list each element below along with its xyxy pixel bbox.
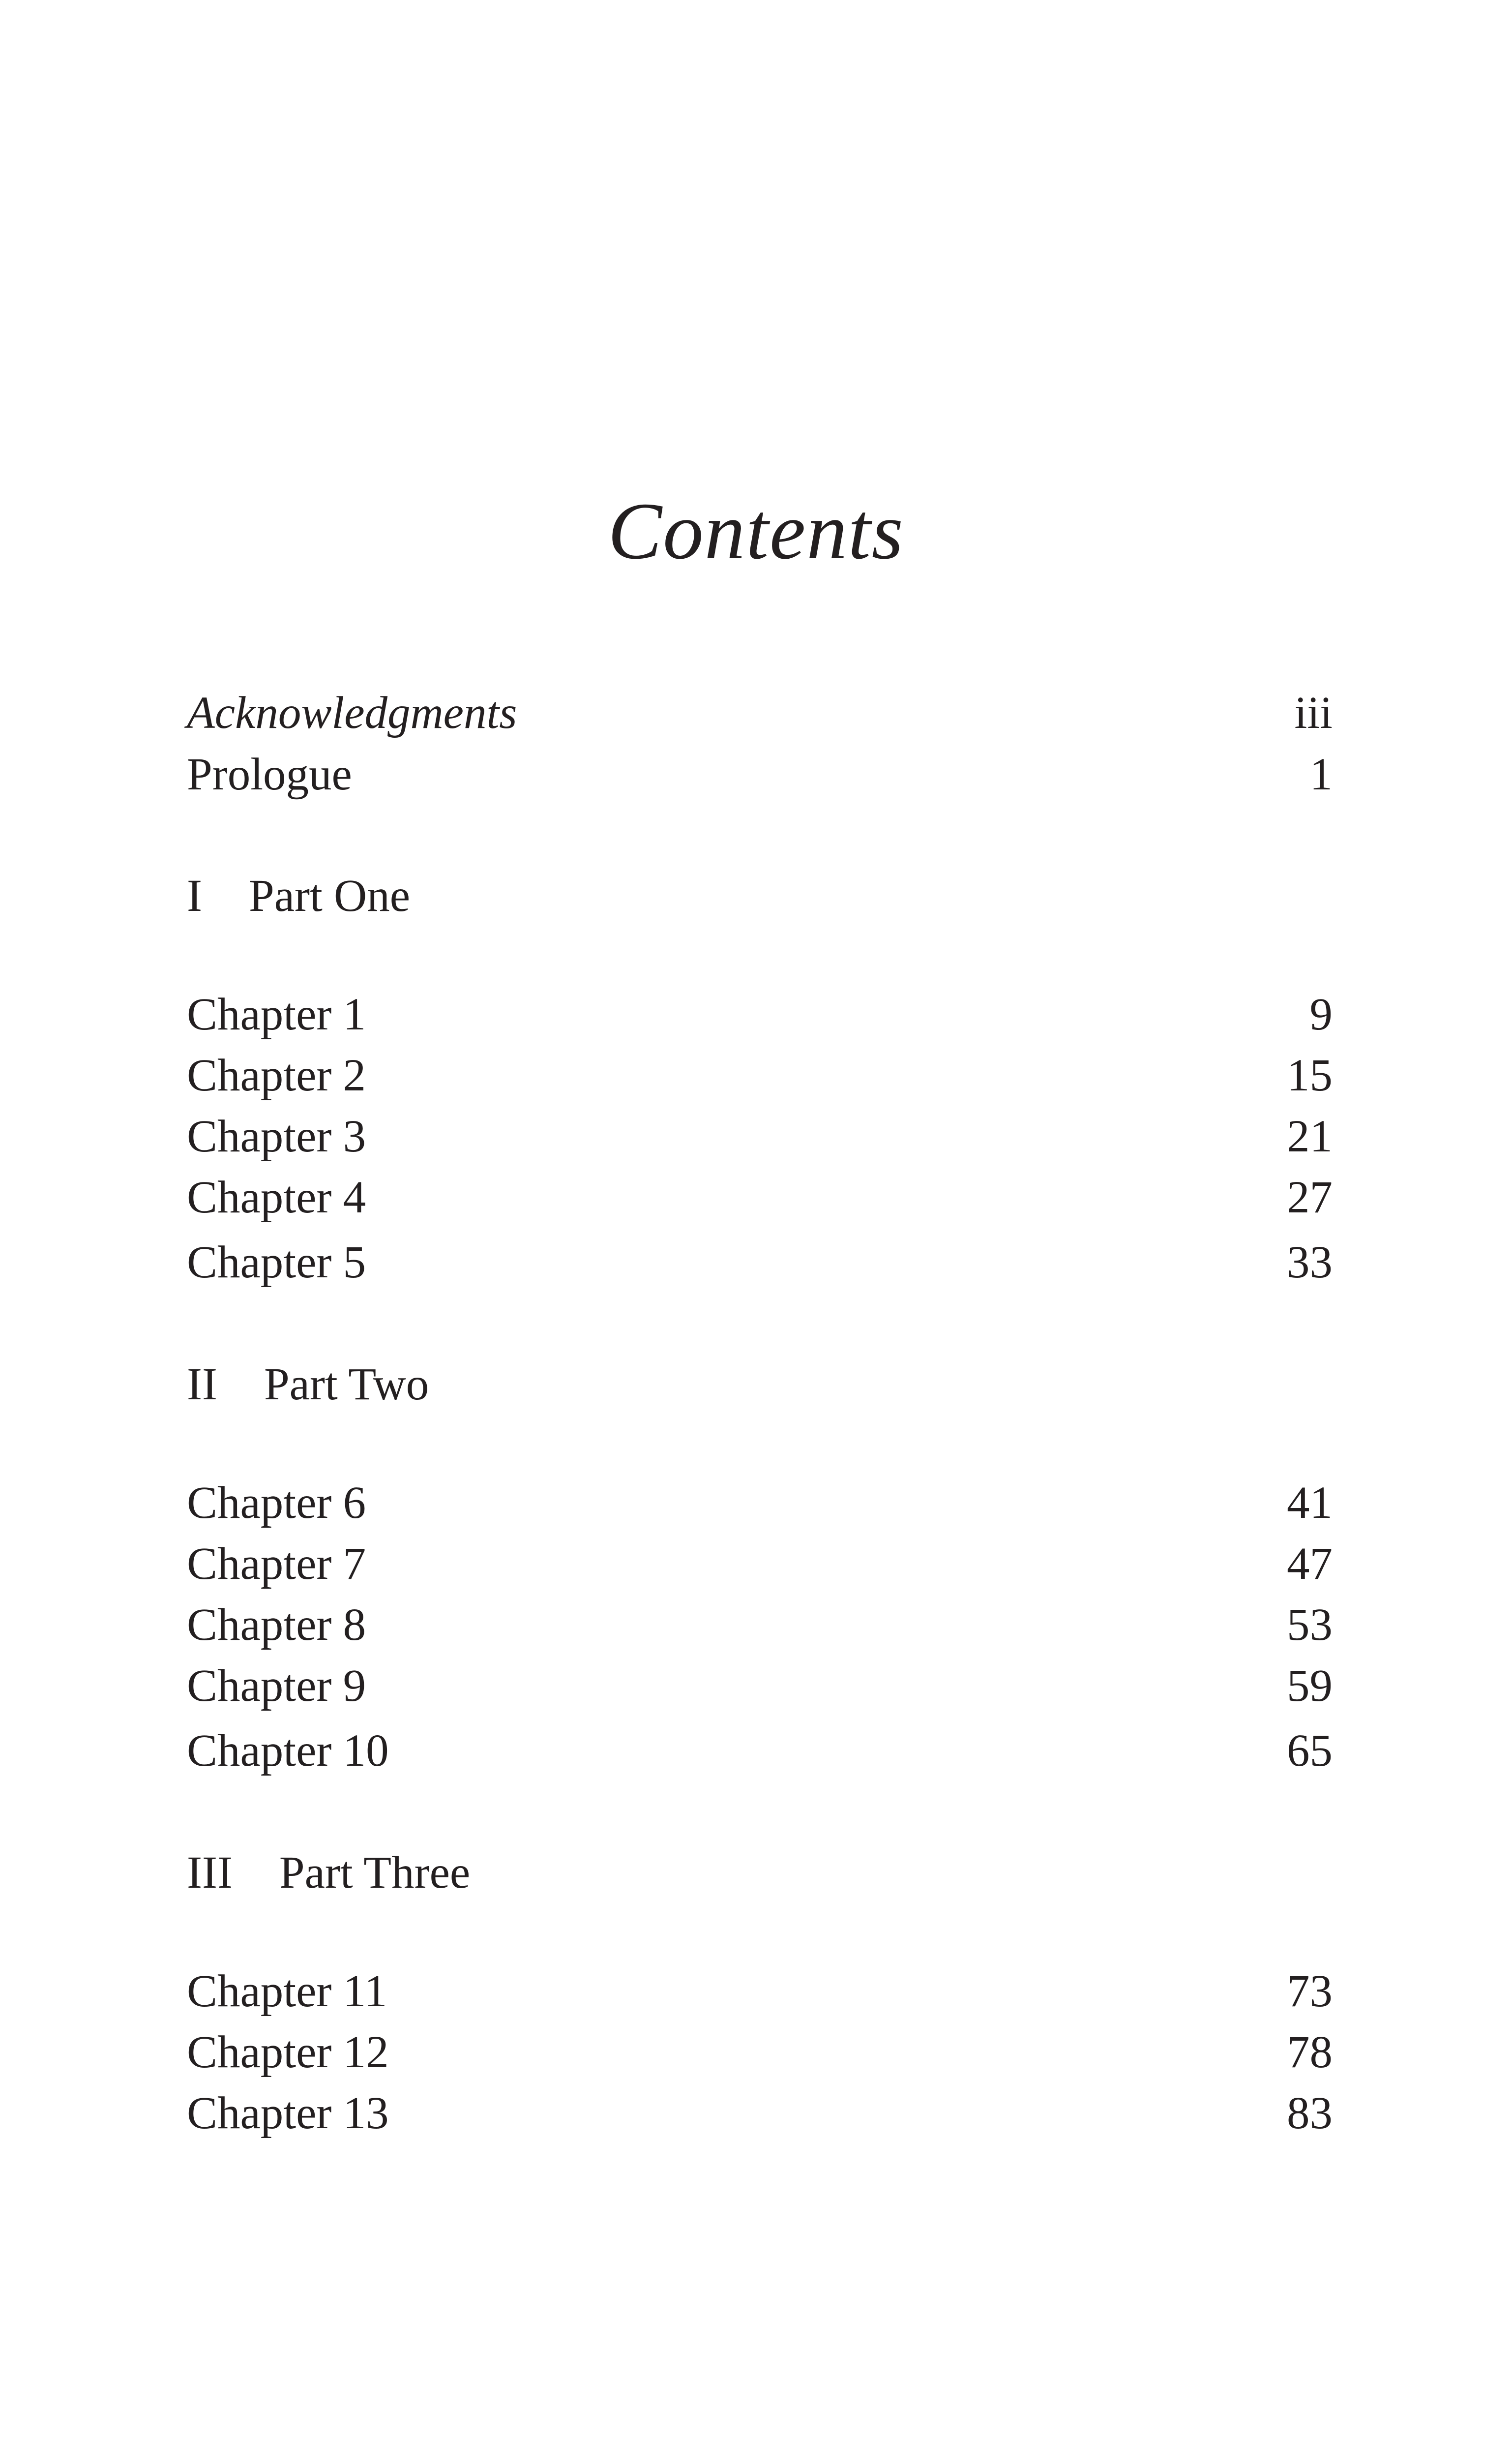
toc-entry-label: Chapter 10 bbox=[187, 1725, 389, 1776]
toc-part-one[interactable] bbox=[187, 867, 410, 926]
toc-entry-page: 41 bbox=[1287, 1478, 1333, 1528]
part-numeral: I bbox=[187, 871, 202, 921]
toc-entry-chapter-2[interactable] bbox=[187, 1046, 1333, 1105]
toc-entry-chapter-12[interactable] bbox=[187, 2023, 1333, 2082]
toc-entry-label: Prologue bbox=[187, 749, 352, 800]
toc-entry-label: Chapter 12 bbox=[187, 2027, 389, 2078]
toc-entry-chapter-11[interactable] bbox=[187, 1962, 1333, 2021]
toc-entry-acknowledgments[interactable] bbox=[187, 684, 1333, 743]
part-name: Part Two bbox=[264, 1359, 429, 1410]
toc-entry-page: 83 bbox=[1287, 2088, 1333, 2139]
toc-entry-label: Chapter 4 bbox=[187, 1172, 366, 1223]
toc-entry-chapter-10[interactable] bbox=[187, 1721, 1333, 1780]
toc-entry-page: 33 bbox=[1287, 1237, 1333, 1288]
part-numeral: III bbox=[187, 1847, 233, 1898]
toc-entry-label: Chapter 8 bbox=[187, 1599, 366, 1650]
toc-entry-chapter-4[interactable] bbox=[187, 1168, 1333, 1227]
toc-entry-page: 53 bbox=[1287, 1599, 1333, 1650]
toc-entry-chapter-1[interactable] bbox=[187, 985, 1333, 1044]
toc-entry-chapter-5[interactable] bbox=[187, 1233, 1333, 1292]
page-title: Contents bbox=[608, 486, 904, 576]
toc-entry-label: Chapter 2 bbox=[187, 1050, 366, 1101]
toc-entry-page: 9 bbox=[1309, 989, 1333, 1040]
toc-entry-label: Chapter 11 bbox=[187, 1966, 387, 2017]
toc-entry-page: 73 bbox=[1287, 1966, 1333, 2017]
toc-part-three[interactable] bbox=[187, 1843, 470, 1902]
part-numeral: II bbox=[187, 1359, 217, 1410]
toc-entry-label: Chapter 1 bbox=[187, 989, 366, 1040]
toc-entry-page: 1 bbox=[1309, 749, 1333, 800]
toc-entry-chapter-9[interactable] bbox=[187, 1657, 1333, 1716]
part-name: Part Three bbox=[279, 1847, 471, 1898]
toc-part-two[interactable] bbox=[187, 1355, 429, 1414]
part-name: Part One bbox=[248, 871, 410, 921]
toc-entry-label: Chapter 5 bbox=[187, 1237, 366, 1288]
toc-entry-label: Chapter 3 bbox=[187, 1111, 366, 1162]
toc-entry-chapter-13[interactable] bbox=[187, 2084, 1333, 2143]
toc-entry-label: Chapter 9 bbox=[187, 1660, 366, 1711]
toc-entry-page: 15 bbox=[1287, 1050, 1333, 1101]
toc-entry-page: 59 bbox=[1287, 1660, 1333, 1711]
toc-entry-prologue[interactable] bbox=[187, 745, 1333, 804]
toc-entry-label: Chapter 13 bbox=[187, 2088, 389, 2139]
toc-entry-label: Chapter 6 bbox=[187, 1478, 366, 1528]
toc-entry-page: 21 bbox=[1287, 1111, 1333, 1162]
toc-entry-label: Acknowledgments bbox=[187, 688, 517, 738]
toc-entry-page: 47 bbox=[1287, 1538, 1333, 1589]
toc-entry-chapter-3[interactable] bbox=[187, 1107, 1333, 1166]
toc-entry-chapter-6[interactable] bbox=[187, 1474, 1333, 1533]
toc-entry-chapter-7[interactable] bbox=[187, 1535, 1333, 1594]
toc-entry-page: 65 bbox=[1287, 1725, 1333, 1776]
toc-entry-page: 27 bbox=[1287, 1172, 1333, 1223]
toc-entry-chapter-8[interactable] bbox=[187, 1596, 1333, 1655]
toc-entry-page: 78 bbox=[1287, 2027, 1333, 2078]
toc-entry-label: Chapter 7 bbox=[187, 1538, 366, 1589]
toc-entry-page: iii bbox=[1294, 688, 1333, 738]
